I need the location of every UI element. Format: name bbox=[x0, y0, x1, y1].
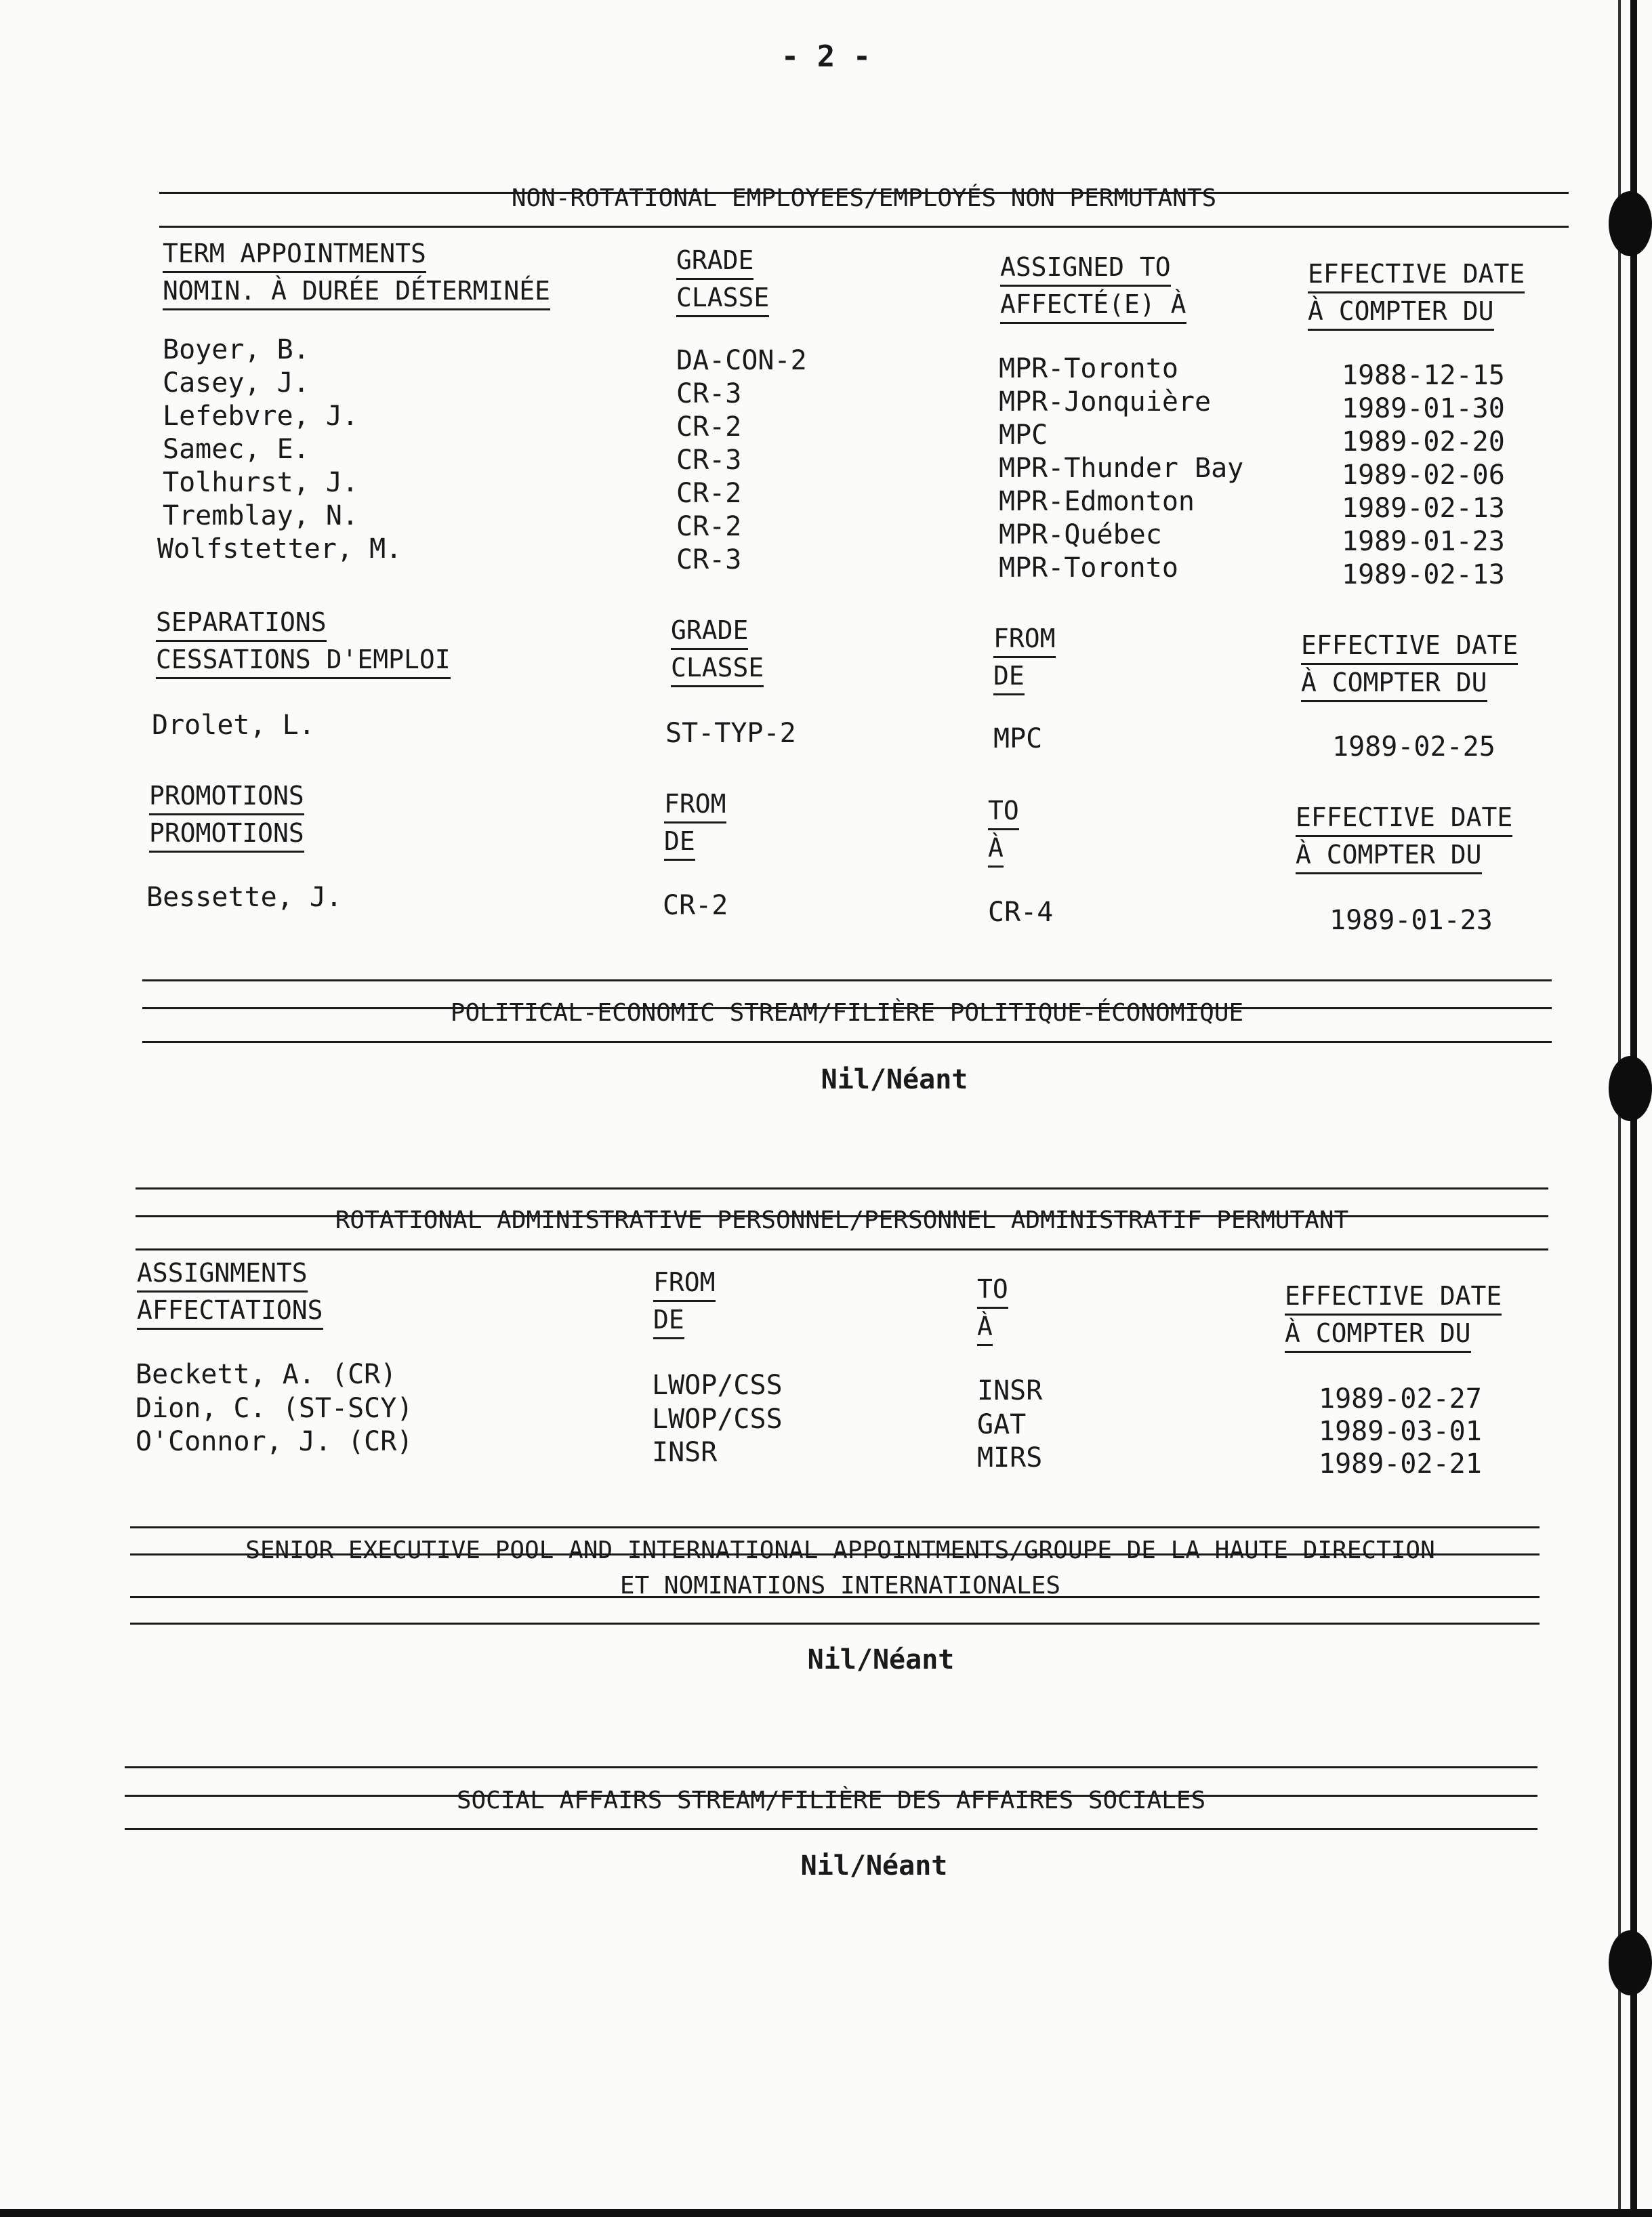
section-rule-bottom bbox=[136, 1248, 1548, 1250]
nil-senior-executive: Nil/Néant bbox=[807, 1644, 955, 1675]
row-assigned: MPR-Toronto bbox=[999, 552, 1178, 584]
row-date: 1988-12-15 bbox=[1342, 360, 1505, 391]
header-effective-date: EFFECTIVE DATE À COMPTER DU bbox=[1285, 1278, 1502, 1353]
page-number: - 2 - bbox=[781, 39, 871, 74]
row-assigned: MPR-Québec bbox=[999, 519, 1162, 550]
row-name: Boyer, B. bbox=[163, 334, 310, 365]
row-name: Casey, J. bbox=[163, 367, 310, 399]
header-from: FROM DE bbox=[653, 1265, 716, 1339]
header-grade: GRADE CLASSE bbox=[671, 613, 764, 687]
header-promotions: PROMOTIONS PROMOTIONS bbox=[149, 778, 304, 853]
row-grade: CR-2 bbox=[676, 478, 742, 509]
row-to: GAT bbox=[977, 1409, 1027, 1440]
header-effective-date: EFFECTIVE DATE À COMPTER DU bbox=[1308, 256, 1525, 331]
nil-political-economic: Nil/Néant bbox=[821, 1064, 968, 1095]
row-to: CR-4 bbox=[988, 897, 1054, 928]
row-assigned: MPR-Jonquière bbox=[999, 386, 1212, 418]
row-date: 1989-02-06 bbox=[1342, 460, 1505, 491]
section-rule-top bbox=[130, 1526, 1540, 1528]
section-rule-mid bbox=[130, 1596, 1540, 1598]
section-title-social-affairs: SOCIAL AFFAIRS STREAM/FILIÈRE DES AFFAIRES SOCIALES bbox=[456, 1787, 1206, 1814]
section-rule-bottom bbox=[130, 1623, 1540, 1625]
section-title-non-rotational: NON-ROTATIONAL EMPLOYEES/EMPLOYÉS NON PERMUTANTS bbox=[511, 184, 1217, 212]
header-grade: GRADE CLASSE bbox=[676, 243, 769, 317]
header-effective-date: EFFECTIVE DATE À COMPTER DU bbox=[1301, 628, 1518, 702]
row-assigned: MPR-Thunder Bay bbox=[999, 453, 1244, 484]
row-from: INSR bbox=[652, 1437, 718, 1468]
row-date: 1989-03-01 bbox=[1319, 1416, 1482, 1447]
row-name: Beckett, A. (CR) bbox=[136, 1359, 397, 1390]
row-grade: CR-2 bbox=[676, 511, 742, 542]
row-date: 1989-01-23 bbox=[1329, 905, 1493, 936]
section-rule-bottom bbox=[142, 1041, 1552, 1043]
row-name: Tolhurst, J. bbox=[163, 467, 358, 498]
row-grade: CR-3 bbox=[676, 445, 742, 476]
section-rule-bottom bbox=[125, 1828, 1537, 1830]
section-rule-bottom bbox=[159, 226, 1569, 228]
header-term-appointments: TERM APPOINTMENTS NOMIN. À DURÉE DÉTERMINÉE bbox=[163, 236, 550, 310]
row-grade: CR-3 bbox=[676, 378, 742, 409]
row-name: Lefebvre, J. bbox=[163, 401, 358, 432]
header-to: TO À bbox=[977, 1272, 1008, 1346]
row-assigned: MPR-Toronto bbox=[999, 353, 1178, 384]
row-date: 1989-02-13 bbox=[1342, 493, 1505, 524]
row-from: LWOP/CSS bbox=[652, 1404, 783, 1435]
binder-ring bbox=[1609, 1930, 1652, 1995]
header-separations: SEPARATIONS CESSATIONS D'EMPLOI bbox=[156, 605, 451, 679]
section-title-senior-executive: SENIOR EXECUTIVE POOL AND INTERNATIONAL APPOINTMENTS/GROUPE DE LA HAUTE DIRECTION ET NOMINATIONS INTERNATIONALES bbox=[245, 1537, 1435, 1600]
row-name: Samec, E. bbox=[163, 434, 310, 465]
binder-ring bbox=[1609, 191, 1652, 256]
row-assigned: MPC bbox=[999, 420, 1048, 451]
header-from: FROM DE bbox=[993, 621, 1056, 695]
row-name: Bessette, J. bbox=[146, 882, 342, 913]
page-bottom-edge bbox=[0, 2209, 1652, 2217]
header-assignments: ASSIGNMENTS AFFECTATIONS bbox=[137, 1255, 323, 1330]
row-assigned: MPR-Edmonton bbox=[999, 486, 1195, 517]
row-name: Tremblay, N. bbox=[163, 500, 358, 531]
row-to: MIRS bbox=[977, 1442, 1043, 1473]
binder-edge bbox=[1598, 0, 1652, 2217]
row-date: 1989-01-23 bbox=[1342, 526, 1505, 557]
section-title-rotational-admin: ROTATIONAL ADMINISTRATIVE PERSONNEL/PERSONNEL ADMINISTRATIF PERMUTANT bbox=[335, 1206, 1349, 1234]
binder-ring bbox=[1609, 1056, 1652, 1121]
header-assigned-to: ASSIGNED TO AFFECTÉ(E) À bbox=[1000, 249, 1186, 324]
row-date: 1989-01-30 bbox=[1342, 393, 1505, 424]
row-from: CR-2 bbox=[663, 890, 728, 921]
row-from: MPC bbox=[993, 723, 1043, 754]
row-name: O'Connor, J. (CR) bbox=[136, 1426, 413, 1457]
row-date: 1989-02-27 bbox=[1319, 1383, 1482, 1415]
nil-social-affairs: Nil/Néant bbox=[800, 1850, 948, 1882]
section-title-political-economic: POLITICAL-ECONOMIC STREAM/FILIÈRE POLITIQUE-ÉCONOMIQUE bbox=[450, 999, 1244, 1027]
row-from: LWOP/CSS bbox=[652, 1370, 783, 1401]
section-rule-top bbox=[136, 1187, 1548, 1189]
header-to: TO À bbox=[988, 793, 1019, 868]
row-grade: CR-3 bbox=[676, 544, 742, 575]
row-grade: DA-CON-2 bbox=[676, 345, 807, 376]
row-name: Wolfstetter, M. bbox=[157, 533, 402, 565]
section-rule-top bbox=[142, 979, 1552, 981]
row-name: Dion, C. (ST-SCY) bbox=[136, 1393, 413, 1424]
row-date: 1989-02-20 bbox=[1342, 426, 1505, 457]
row-grade: ST-TYP-2 bbox=[665, 718, 796, 749]
row-name: Drolet, L. bbox=[152, 710, 315, 741]
section-rule-top bbox=[125, 1766, 1537, 1768]
row-date: 1989-02-13 bbox=[1342, 559, 1505, 590]
header-from: FROM DE bbox=[664, 786, 726, 861]
row-grade: CR-2 bbox=[676, 411, 742, 443]
header-effective-date: EFFECTIVE DATE À COMPTER DU bbox=[1296, 800, 1512, 874]
row-to: INSR bbox=[977, 1375, 1043, 1406]
row-date: 1989-02-21 bbox=[1319, 1448, 1482, 1480]
row-date: 1989-02-25 bbox=[1332, 731, 1495, 762]
